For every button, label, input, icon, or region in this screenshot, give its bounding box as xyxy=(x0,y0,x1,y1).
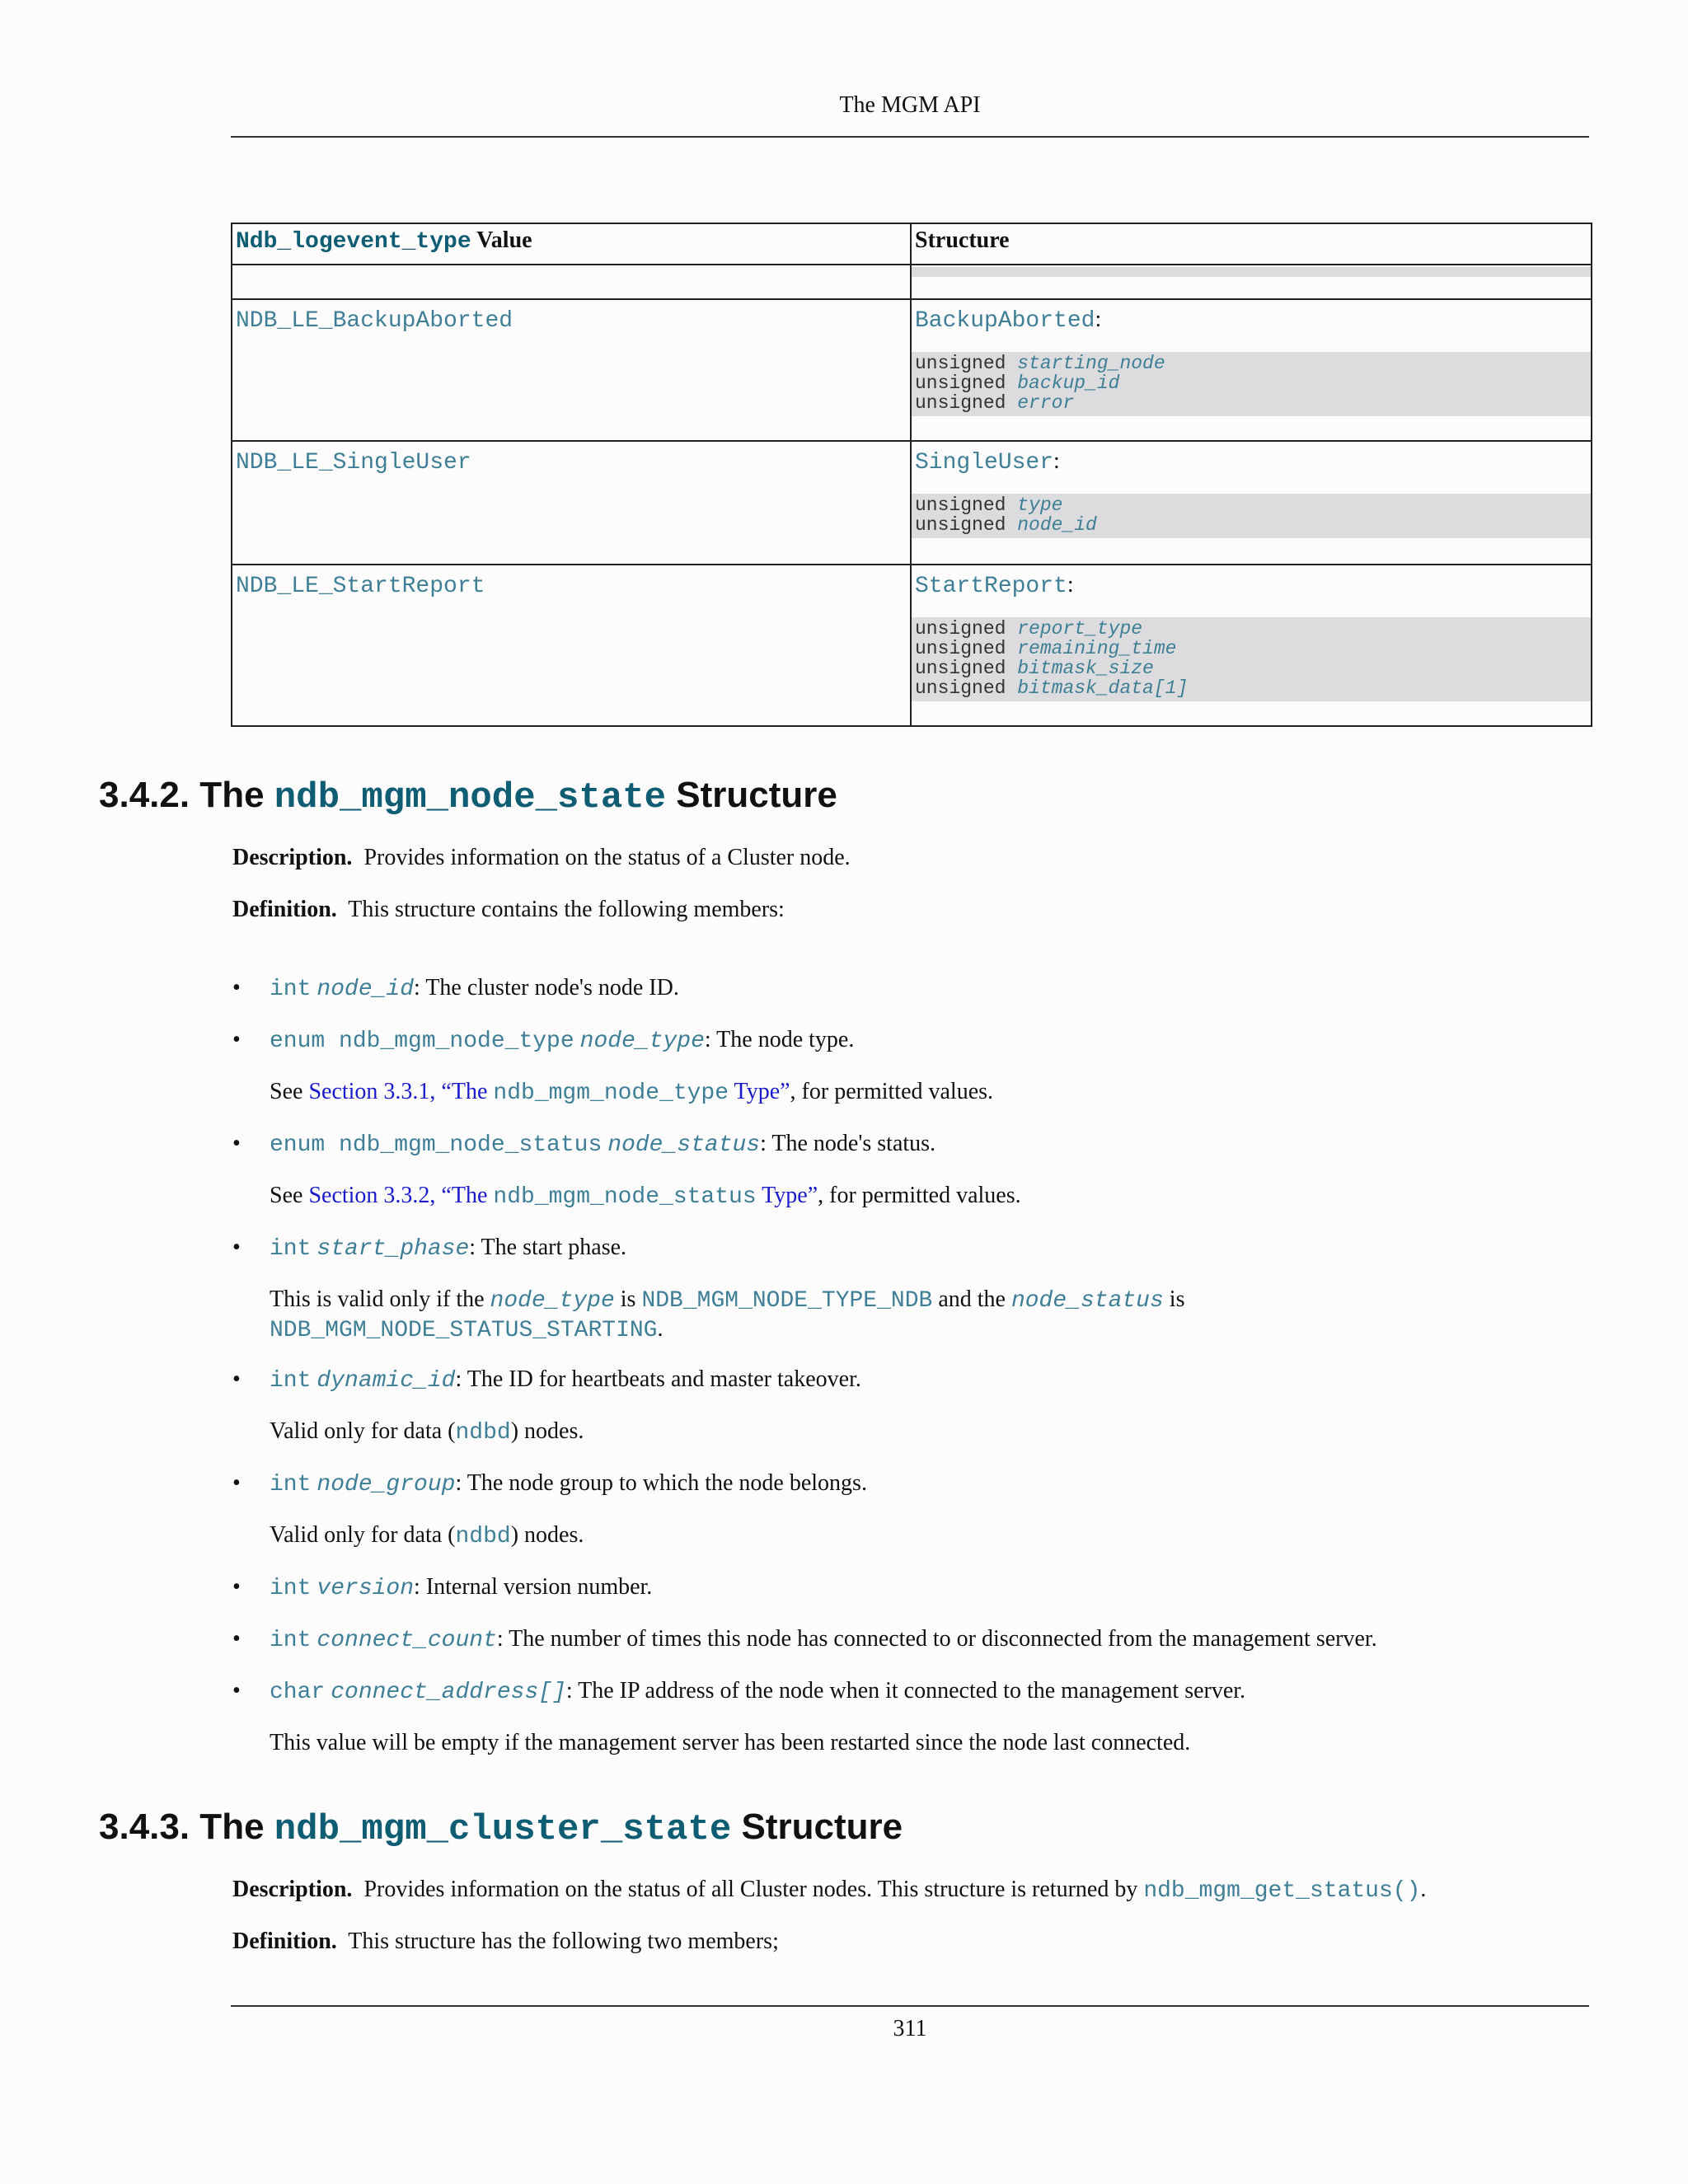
member-type: char xyxy=(270,1680,326,1705)
empty-value-cell xyxy=(232,265,911,299)
description-label: Description. xyxy=(232,845,353,870)
member-name: bitmask_data[1] xyxy=(1017,677,1189,699)
member-name: start_phase xyxy=(316,1236,470,1262)
member-type: int xyxy=(270,1368,312,1394)
member-description: : The cluster node's node ID. xyxy=(414,975,679,1001)
member-description: : The start phase. xyxy=(469,1235,627,1260)
bullet-dot: • xyxy=(232,1131,241,1156)
empty-value-note: This value will be empty if the management server has been restarted since the node last connected. xyxy=(270,1730,1191,1755)
member-name: node_id xyxy=(1017,514,1097,536)
note-param: node_status xyxy=(1010,1288,1164,1314)
header-rule xyxy=(231,136,1589,138)
description-text: Provides information on the status of a Cluster node. xyxy=(363,845,851,870)
member-name: version xyxy=(316,1576,415,1601)
member-name: node_type xyxy=(579,1029,705,1054)
member-name: node_status xyxy=(607,1132,761,1158)
link-code: ndb_mgm_node_status xyxy=(493,1184,757,1210)
structure-member xyxy=(915,678,1587,698)
bullet-dot: • xyxy=(232,1678,241,1704)
definition-paragraph xyxy=(232,1928,1592,1956)
section-heading-3-4-3 xyxy=(99,1807,903,1850)
definition-label: Definition. xyxy=(232,897,337,922)
structure-member xyxy=(915,515,1587,535)
definition-paragraph xyxy=(232,896,1592,924)
see-prefix: See xyxy=(270,1183,309,1208)
link-text: Section 3.3.1, “The xyxy=(308,1079,494,1104)
structure-colon: : xyxy=(1067,572,1074,598)
logevent-type-table xyxy=(231,223,1592,727)
event-structure-cell xyxy=(911,565,1592,726)
column-header-value-label: Value xyxy=(471,227,532,253)
event-structure-cell xyxy=(911,299,1592,441)
member-type: int xyxy=(270,1576,312,1601)
heading-suffix: Structure xyxy=(666,775,837,815)
member-name: report_type xyxy=(1017,618,1143,640)
member-type: unsigned xyxy=(915,353,1006,374)
validity-note xyxy=(270,1521,1588,1551)
description-paragraph xyxy=(232,1876,1592,1905)
member-name: backup_id xyxy=(1017,373,1120,394)
heading-number: 3.4.3. The xyxy=(99,1807,274,1847)
member-type: int xyxy=(270,1472,312,1497)
event-value-cell xyxy=(232,441,911,565)
event-value: NDB_LE_SingleUser xyxy=(236,450,471,476)
see-also-note xyxy=(270,1182,1588,1212)
cross-reference-link[interactable] xyxy=(308,1183,818,1208)
member-type: enum ndb_mgm_node_status xyxy=(270,1132,603,1158)
note-text: is xyxy=(614,1286,642,1312)
member-name: starting_node xyxy=(1017,353,1165,374)
structure-member xyxy=(915,658,1587,678)
event-value: NDB_LE_StartReport xyxy=(236,574,485,599)
heading-number: 3.4.2. The xyxy=(99,775,274,815)
member-name: remaining_time xyxy=(1017,638,1177,659)
definition-text: This structure has the following two members; xyxy=(348,1929,779,1954)
member-type: unsigned xyxy=(915,677,1006,699)
member-type: unsigned xyxy=(915,618,1006,640)
note-param: node_type xyxy=(490,1288,615,1314)
see-also-note xyxy=(270,1078,1588,1108)
structure-colon: : xyxy=(1095,307,1102,332)
structure-members-block xyxy=(912,352,1591,416)
member-name: bitmask_size xyxy=(1017,658,1154,679)
bullet-dot: • xyxy=(232,1235,241,1260)
structure-member xyxy=(915,354,1587,373)
heading-suffix: Structure xyxy=(731,1807,903,1847)
member-name: node_id xyxy=(316,977,415,1002)
note-code: ndbd xyxy=(455,1524,511,1549)
table-row xyxy=(232,299,1592,441)
event-structure-cell xyxy=(911,441,1592,565)
member-type: unsigned xyxy=(915,638,1006,659)
note-text: . xyxy=(657,1316,663,1342)
link-text: Section 3.3.2, “The xyxy=(308,1183,494,1208)
validity-note xyxy=(270,1286,1588,1345)
structure-member xyxy=(915,393,1587,413)
column-header-value-code: Ndb_logevent_type xyxy=(236,229,471,255)
link-code: ndb_mgm_node_type xyxy=(493,1080,729,1106)
description-paragraph xyxy=(232,844,1592,872)
member-name: connect_address[] xyxy=(331,1680,566,1705)
structure-colon: : xyxy=(1053,448,1060,474)
structure-member xyxy=(915,495,1587,515)
link-text: Type” xyxy=(756,1183,818,1208)
table-header-row xyxy=(232,223,1592,265)
member-name: error xyxy=(1017,392,1075,414)
note-constant: NDB_MGM_NODE_STATUS_STARTING xyxy=(270,1318,658,1343)
footer-rule xyxy=(231,2005,1589,2007)
cross-reference-link[interactable] xyxy=(308,1079,790,1104)
structure-name: StartReport xyxy=(915,574,1067,599)
event-value-cell xyxy=(232,299,911,441)
member-type: enum ndb_mgm_node_type xyxy=(270,1029,574,1054)
member-description: : The ID for heartbeats and master takeover. xyxy=(455,1366,861,1392)
table-row xyxy=(232,565,1592,726)
column-header-value xyxy=(232,223,911,265)
member-name: dynamic_id xyxy=(316,1368,456,1394)
description-label: Description. xyxy=(232,1877,353,1902)
note-text: This is valid only if the xyxy=(270,1286,490,1312)
note-text: Valid only for data ( xyxy=(270,1418,456,1444)
structure-member xyxy=(915,373,1587,393)
member-type: int xyxy=(270,1236,312,1262)
heading-code: ndb_mgm_node_state xyxy=(274,777,667,818)
member-description: : The number of times this node has connected to or disconnected from the management server. xyxy=(496,1626,1377,1652)
bullet-dot: • xyxy=(232,1027,241,1052)
member-name: connect_count xyxy=(316,1628,497,1653)
column-header-structure: Structure xyxy=(911,223,1592,265)
note-constant: NDB_MGM_NODE_TYPE_NDB xyxy=(641,1288,933,1314)
note-text: ) nodes. xyxy=(510,1418,584,1444)
structure-members-block xyxy=(912,494,1591,538)
member-type: unsigned xyxy=(915,392,1006,414)
see-suffix: , for permitted values. xyxy=(790,1079,994,1104)
member-description: : The node group to which the node belongs. xyxy=(455,1470,867,1496)
structure-member xyxy=(915,619,1587,639)
description-end: . xyxy=(1420,1877,1427,1902)
structure-name: SingleUser xyxy=(915,450,1054,476)
validity-note xyxy=(270,1418,1588,1447)
bullet-dot: • xyxy=(232,1470,241,1496)
see-prefix: See xyxy=(270,1079,309,1104)
description-text: Provides information on the status of all Cluster nodes. This structure is returned by xyxy=(363,1877,1144,1902)
member-name: node_group xyxy=(316,1472,456,1497)
structure-members-block xyxy=(912,617,1591,701)
note-text: Valid only for data ( xyxy=(270,1522,456,1548)
heading-code: ndb_mgm_cluster_state xyxy=(274,1809,732,1850)
member-description: : The IP address of the node when it connected to the management server. xyxy=(565,1678,1246,1704)
structure-member xyxy=(915,639,1587,658)
bullet-dot: • xyxy=(232,1366,241,1392)
member-type: unsigned xyxy=(915,373,1006,394)
description-code: ndb_mgm_get_status() xyxy=(1143,1878,1421,1904)
table-row xyxy=(232,441,1592,565)
bullet-dot: • xyxy=(232,1626,241,1652)
empty-code-strip xyxy=(912,267,1591,277)
member-type: unsigned xyxy=(915,658,1006,679)
member-description: : The node's status. xyxy=(760,1131,936,1156)
see-suffix: , for permitted values. xyxy=(818,1183,1021,1208)
definition-text: This structure contains the following members: xyxy=(348,897,785,922)
structure-name: BackupAborted xyxy=(915,308,1095,334)
link-text: Type” xyxy=(729,1079,790,1104)
member-description: : Internal version number. xyxy=(414,1574,653,1600)
note-text: is xyxy=(1163,1286,1185,1312)
event-value-cell xyxy=(232,565,911,726)
page-number: 311 xyxy=(893,2016,927,2041)
bullet-dot: • xyxy=(232,1574,241,1600)
member-type: unsigned xyxy=(915,494,1006,516)
empty-structure-cell xyxy=(911,265,1592,299)
definition-label: Definition. xyxy=(232,1929,337,1954)
member-type: int xyxy=(270,977,312,1002)
note-code: ndbd xyxy=(455,1420,511,1446)
member-name: type xyxy=(1017,494,1063,516)
member-description: : The node type. xyxy=(704,1027,855,1052)
event-value: NDB_LE_BackupAborted xyxy=(236,308,513,334)
member-type: unsigned xyxy=(915,514,1006,536)
section-heading-3-4-2 xyxy=(99,775,837,818)
member-type: int xyxy=(270,1628,312,1653)
table-row-empty xyxy=(232,265,1592,299)
note-text: and the xyxy=(932,1286,1011,1312)
note-text: ) nodes. xyxy=(510,1522,584,1548)
running-header: The MGM API xyxy=(839,92,981,118)
bullet-dot: • xyxy=(232,975,241,1001)
